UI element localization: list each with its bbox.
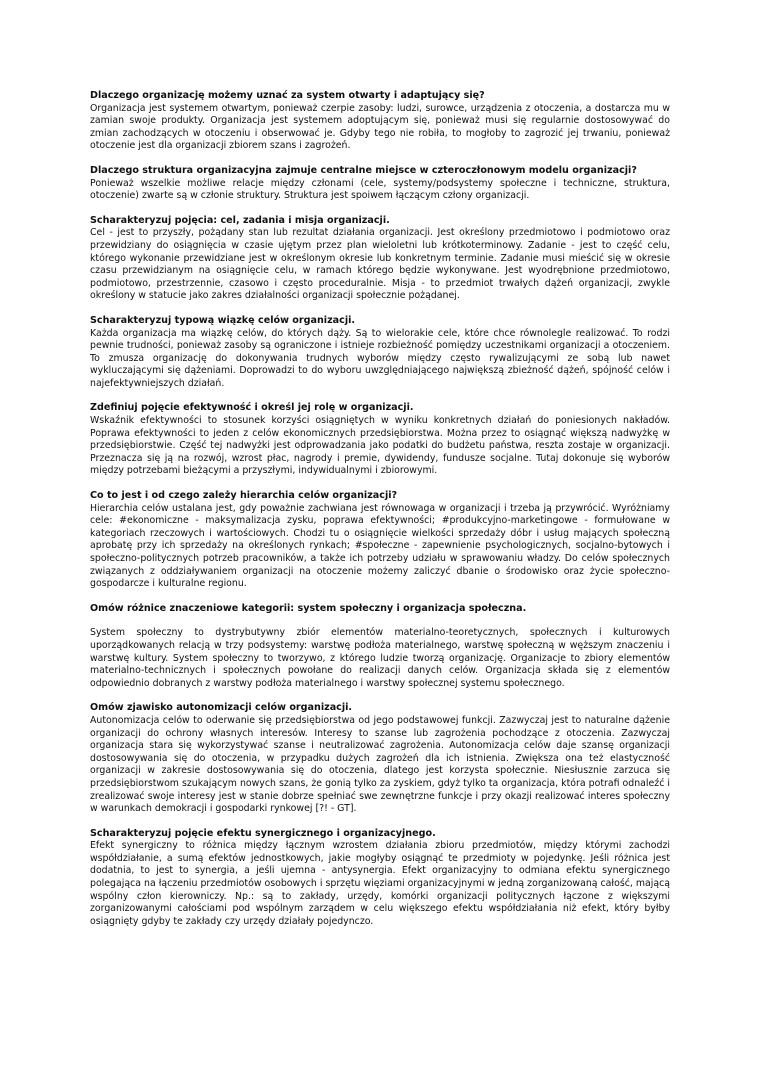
section-heading: Dlaczego organizację możemy uznać za system otwarty i adaptujący się?: [90, 90, 485, 101]
section-paragraph: Organizacja jest systemem otwartym, ponieważ czerpie zasoby: ludzi, surowce, urządzenia z otoczenia, a dostarcza mu w zamian swoje produkty. Organizacja jest systemem adoptującym się, ponieważ musi się regularnie dostosowywać do zmian zachodzących w otoczeniu i obserwować je. Gdyby tego nie robiła, to mogłoby to zagrozić jej trwaniu, ponieważ otoczenie jest dla organizacji zbiorem szans i zagrożeń.: [90, 102, 670, 152]
section-open-system: [90, 90, 670, 153]
section-paragraph: Autonomizacja celów to oderwanie się przedsiębiorstwa od jego podstawowej funkcji. Zazwyczaj jest to naturalne dążenie organizacji do ochrony własnych interesów. Interesy to szanse lub zagrożenia pochodzące z otoczenia. Zazwyczaj organizacja stara się wykorzystywać szanse i neutralizować zagrożenia. Autonomizacja celów daje szansę organizacji dostosowywania się do otoczenia, w przypadku dużych zagrożeń dla ich istnienia. Zwiększa ona też elastyczność organizacji w zakresie dostosowywania się do otoczenia, dlatego jest korzysta społecznie. Niesłusznie zarzuca się przedsiębiorstwom szukającym nowych szans, że gonią tylko za zyskiem, gdyż tylko ta organizacja, która potrafi odnaleźć i zrealizować swoje interesy jest w stanie dobrze spełniać swe zewnętrzne funkcje i przy okazji realizować interes społeczny w warunkach demokracji i gospodarki rynkowej [?! - GT].: [90, 714, 670, 815]
section-paragraph: Wskaźnik efektywności to stosunek korzyści osiągniętych w wyniku konkretnych działań do poniesionych nakładów. Poprawa efektywności to jeden z celów ekonomicznych przedsiębiorstwa. Można przez to osiągnąć większą nadwyżkę w przedsiębiorstwie. Część tej nadwyżki jest odprowadzania jako podatki do budżetu państwa, reszta zostaje w organizacji. Przeznacza się ją na rozwój, wzrost płac, nagrody i premie, dywidendy, fundusze socjalne. Tutaj dokonuje się wyborów między potrzebami bieżącymi a przyszłymi, indywidualnymi i zbiorowymi.: [90, 415, 670, 477]
document-page: [90, 90, 670, 940]
section-heading: Omów zjawisko autonomizacji celów organizacji.: [90, 702, 353, 714]
section-paragraph: Cel - jest to przyszły, pożądany stan lub rezultat działania organizacji. Jest określony przedmiotowo i podmiotowo oraz przewidziany do osiągnięcia w czasie ujętym przez plan wieloletni lub krótkoterminowy. Zadanie - jest to część celu, którego wykonanie przewidziane jest w określonym okresie lub konkretnym terminie. Zadanie musi mieścić się w okresie czasu przewidzianym na osiągnięcie celu, w ramach którego będzie wykonywane. Jest wyodrębnione przedmiotowo, podmiotowo, przestrzennie, czasowo i często proceduralnie. Misja - to przedmiot trwałych dążeń organizacji, zwykle określony w statucie jako zakres działalności organizacji społecznie pożądanej.: [90, 227, 670, 302]
section-heading: Scharakteryzuj pojęcie efektu synergicznego i organizacyjnego.: [90, 827, 436, 839]
section-paragraph: Hierarchia celów ustalana jest, gdy poważnie zachwiana jest równowaga w organizacji i trzeba ją przywrócić. Wyróżniamy cele: #ekonomiczne - maksymalizacja zysku, poprawa efektywności; #produkcyjno-marketingowe - formułowane w kategoriach rzeczowych i wartościowych. Chodzi tu o osiągnięcie wielkości sprzedaży dóbr i usług mających społeczną aprobatę przy ich sprzedaży na określonych rynkach; #społeczne - zapewnienie psychologicznych, socjalno-bytowych i społeczno-politycznych potrzeb pracowników, a także ich potrzeby udziału w sprawowaniu władzy. Do celów społecznych związanych z oddziaływaniem organizacji na otoczenie możemy zaliczyć dbanie o środowisko oraz życie społeczno-gospodarcze i kulturalne regionu.: [90, 502, 670, 590]
section-paragraph: Ponieważ wszelkie możliwe relacje między członami (cele, systemy/podsystemy społeczne i techniczne, struktura, otoczenie) zwarte są w członie struktury. Struktura jest spoiwem łączącym człony organizacji.: [90, 177, 670, 202]
section-heading: Scharakteryzuj pojęcia: cel, zadania i misja organizacji.: [90, 214, 390, 226]
section-heading: Zdefiniuj pojęcie efektywność i określ jej rolę w organizacji.: [90, 402, 414, 414]
section-heading: Dlaczego struktura organizacyjna zajmuje centralne miejsce w czteroczłonowym modelu organizacji?: [90, 164, 637, 176]
section-paragraph: System społeczny to dystrybutywny zbiór elementów materialno-teoretycznych, społecznych i kulturowych uporządkowanych relacją w trzy podsystemy: warstwę podłoża materialnego, warstwę społeczną w węższym znaczeniu i warstwę kultury. System społeczny to tworzywo, z którego ludzie tworzą organizację. Organizacje to zbiory elementów materialno-technicznych i społecznych powołane do realizacji danych celów. Organizacja składa się z elementów odpowiednio dobranych z warstwy podłoża materialnego i warstwy społecznej systemu społecznego.: [90, 627, 670, 689]
section-social-system: [90, 603, 670, 691]
section-efficiency: [90, 402, 670, 478]
section-goal-bundle: [90, 315, 670, 391]
section-synergy: [90, 828, 670, 929]
section-heading: Omów różnice znaczeniowe kategorii: system społeczny i organizacja społeczna.: [90, 602, 527, 614]
section-structure: [90, 165, 670, 203]
section-paragraph: Efekt synergiczny to różnica między łącznym wzrostem działania zbioru przedmiotów, między którymi zachodzi współdziałanie, a sumą efektów jednostkowych, jakie mogłyby osiągnąć te przedmioty w pojedynkę. Jeśli różnica jest dodatnia, to jest to synergia, a jeśli ujemna - antysynergia. Efekt organizacyjny to odmiana efektu synergicznego polegająca na łączeniu przedmiotów osobowych i sprzętu więziami organizacyjnymi w jedną zorganizowaną całość, mającą wspólny człon kierowniczy. Np.: są to zakłady, urzędy, komórki organizacji politycznych łączone z większymi zorganizowanymi całościami pod wspólnym zarządem w celu większego efektu współdziałania niż efekt, który byłby osiągnięty gdyby te zakłady czy urzędy działały pojedynczo.: [90, 840, 670, 927]
section-heading: Co to jest i od czego zależy hierarchia celów organizacji?: [90, 490, 398, 502]
section-autonomization: [90, 702, 670, 815]
section-paragraph: Każda organizacja ma wiązkę celów, do których dąży. Są to wielorakie cele, które chce równolegle realizować. To rodzi pewnie trudności, ponieważ zasoby są ograniczone i istnieje rozbieżność pomiędzy uczestnikami organizacji a otoczeniem. To zmusza organizację do dokonywania trudnych wyborów między często rywalizującymi ze sobą lub nawet wykluczającymi się dążeniami. Doprowadzi to do wyboru uwzględniającego największą zbieżność dążeń, spójność celów i najefektywniejszych działań.: [90, 327, 670, 389]
section-heading: Scharakteryzuj typową wiązkę celów organizacji.: [90, 314, 356, 326]
section-goal-hierarchy: [90, 490, 670, 591]
section-goal-tasks-mission: [90, 215, 670, 303]
